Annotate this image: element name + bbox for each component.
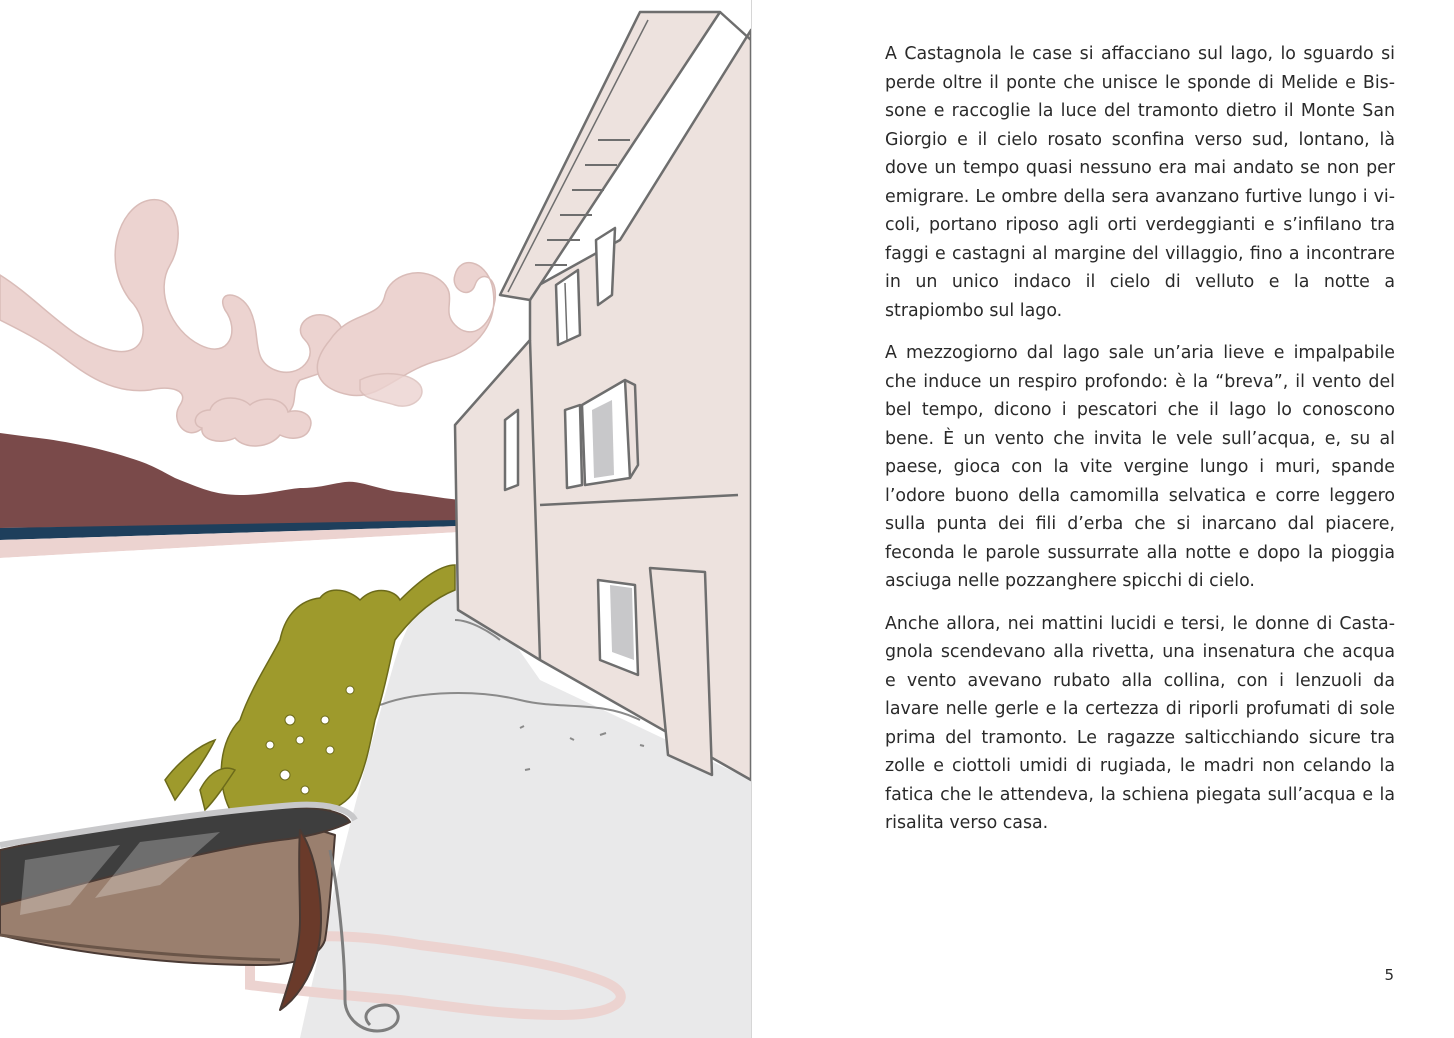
page-number: 5 <box>1384 966 1394 984</box>
paragraph-3: Anche allora, nei mattini lucidi e tersi, le donne di Castagnola scendevano alla rivetta, una insenatura che acqua e vento avevano rubato alla collina, con i lenzuoli da lavare nelle gerle e la certezza di riporli profumati di sole prima del tramonto. Le ragazze salticchiando sicure tra zolle e ciottoli umidi di rugiada, le madri non celando la fatica che le attendeva, la schiena piegata sull’acqua e la risalita verso casa. <box>885 613 1395 833</box>
text-page <box>752 0 1454 1038</box>
paragraph-2: A mezzogiorno dal lago sale un’aria lieve e impalpabile che induce un respiro profondo: è la “breva”, il vento del bel tempo, dicono i pescatori che il lago lo conoscono bene. È un vento che invita le vele sull’acqua, e, su al paese, gioca con la vite vergine lungo i muri, spande l’odore buono della camomilla selvatica e corre leggero sulla punta dei fili d’erba che si inarcano dal piacere, feconda le parole sussurrate alla notte e dopo la pioggia asciuga nelle pozzanghere spicchi di cielo. <box>885 343 1395 591</box>
paragraph-1: A Castagnola le case si affacciano sul lago, lo sguardo si perde oltre il ponte che unisce le sponde di Melide e Bissone e raccoglie la luce del tramonto dietro il Monte San Giorgio e il cielo rosato sconfina verso sud, lontano, là dove un tempo quasi nessuno era mai andato se non per emigrare. Le ombre della sera avanzano furtive lungo i vicoli, portano riposo agli orti verdeggianti e s’infilano tra faggi e castagni al margine del villaggio, fino a incontrare in un unico indaco il cielo di velluto e la notte a strapiombo sul lago. <box>885 44 1395 321</box>
body-text <box>885 40 1395 852</box>
